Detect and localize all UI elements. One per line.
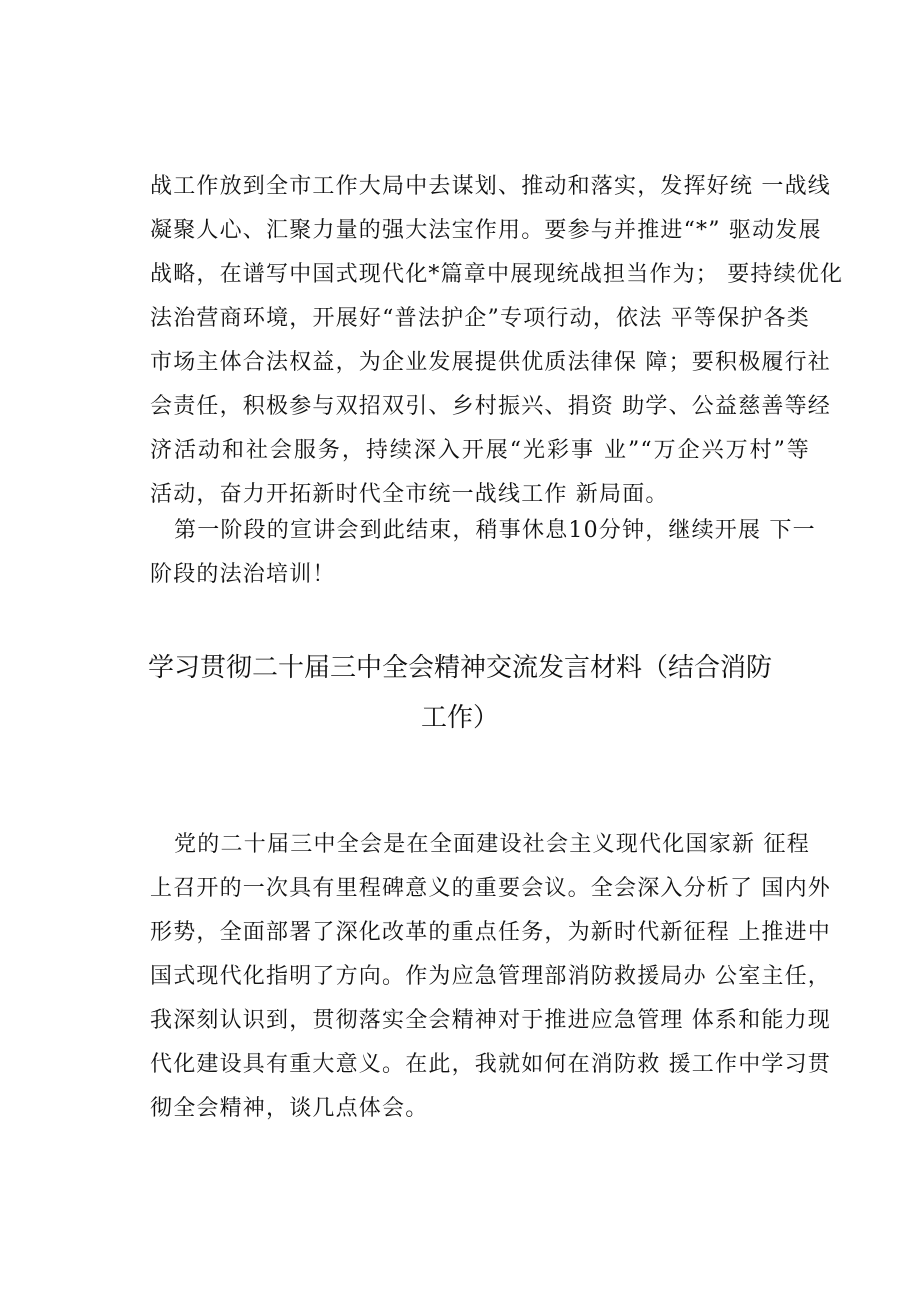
paragraph-unity-work (150, 165, 844, 517)
section-title (110, 643, 810, 743)
title-line: 学习贯彻二十届三中全会精神交流发言材料（结合消防 (147, 653, 772, 683)
paragraph-line: 彻全会精神，谈几点体会。 (150, 1096, 429, 1121)
paragraph-line: 战工作放到全市工作大局中去谋划、推动和落实，发挥好统 一战线 (150, 174, 831, 199)
paragraph-line: 市场主体合法权益，为企业发展提供优质法律保 障；要积极履行社 (150, 350, 831, 375)
paragraph-line: 党的二十届三中全会是在全面建设社会主义现代化国家新 征程 (174, 832, 810, 857)
paragraph-line: 凝聚人心、汇聚力量的强大法宝作用。要参与并推进“*” 驱动发展 (150, 218, 822, 243)
paragraph-line: 国式现代化指明了方向。作为应急管理部消防救援局办 公室主任， (150, 964, 831, 989)
paragraph-line: 形势，全面部署了深化改革的重点任务，为新时代新征程 上推进中 (150, 920, 831, 945)
title-line: 工作） (420, 703, 499, 733)
paragraph-line: 代化建设具有重大意义。在此，我就如何在消防救 援工作中学习贯 (150, 1052, 831, 1077)
paragraph-line: 阶段的法治培训！ (150, 562, 336, 587)
paragraph-line: 我深刻认识到，贯彻落实全会精神对于推进应急管理 体系和能力现 (150, 1008, 831, 1033)
paragraph-line: 上召开的一次具有里程碑意义的重要会议。全会深入分析了 国内外 (150, 876, 831, 901)
paragraph-session-end (150, 509, 816, 597)
paragraph-line: 会责任，积极参与双招双引、乡村振兴、捐资 助学、公益慈善等经 (150, 394, 831, 419)
paragraph-line: 法治营商环境，开展好“普法护企”专项行动，依法 平等保护各类 (150, 306, 810, 331)
paragraph-line: 第一阶段的宣讲会到此结束，稍事休息10分钟，继续开展 下一 (174, 518, 816, 543)
paragraph-line: 活动，奋力开拓新时代全市统一战线工作 新局面。 (150, 482, 669, 507)
paragraph-line: 济活动和社会服务，持续深入开展“光彩事 业”“万企兴万村”等 (150, 438, 810, 463)
paragraph-plenum-intro (150, 823, 831, 1131)
paragraph-line: 战略，在谱写中国式现代化*篇章中展现统战担当作为； 要持续优化 (150, 262, 844, 287)
